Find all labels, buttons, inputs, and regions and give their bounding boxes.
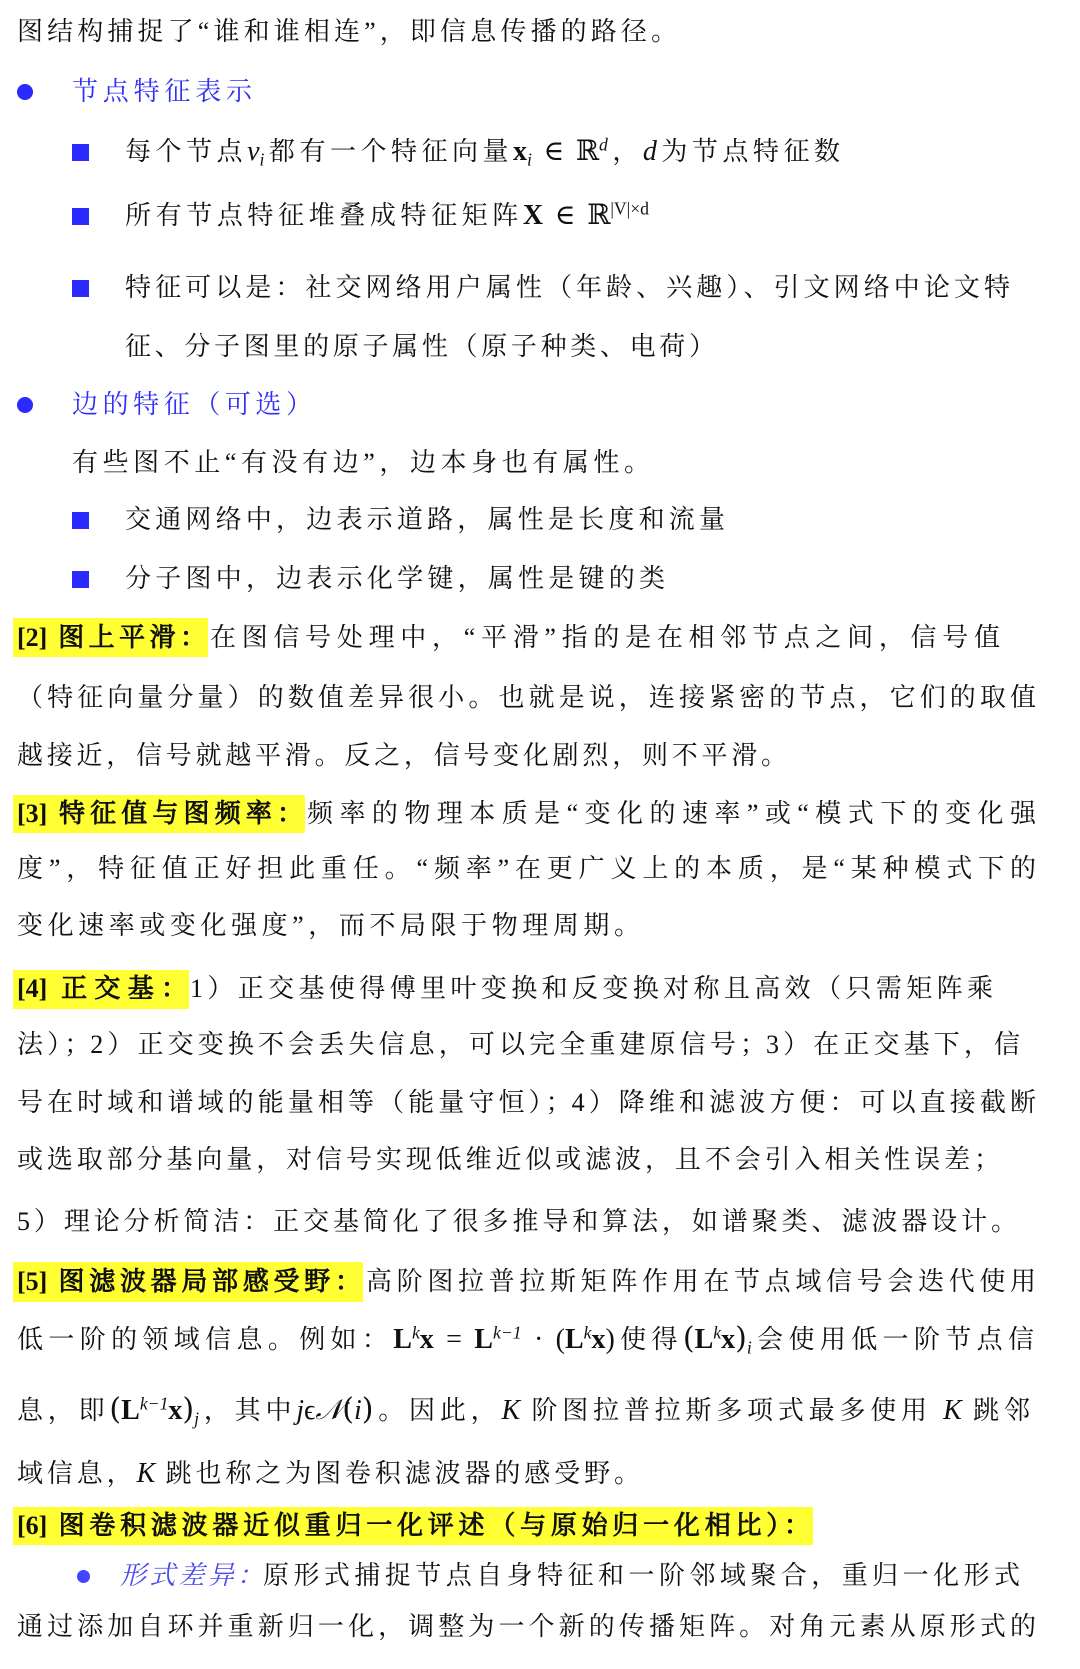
list-item-feature-examples-line-1: 特征可以是：社交网络用户属性（年龄、兴趣）、引文网络中论文特 <box>125 273 1010 302</box>
note-text-line: 通过添加自环并重新归一化，调整为一个新的传播矩阵。对角元素从原形式的 <box>17 1612 1036 1641</box>
list-item-molecular-graph: 分子图中，边表示化学键，属性是键的类 <box>125 564 665 593</box>
math-power: k−1 <box>492 1322 522 1343</box>
note-text-line: 变化速率或变化强度”，而不局限于物理周期。 <box>17 911 640 940</box>
math-signal: x <box>591 1324 606 1355</box>
math-index: j <box>296 1395 305 1426</box>
note-text: 低一阶的领域信息。例如： <box>17 1325 394 1354</box>
math-order: K <box>501 1395 521 1426</box>
math-equals: = <box>433 1324 475 1355</box>
note-text-line-with-formula <box>17 1393 1030 1427</box>
note-text-line: 5）理论分析简洁：正交基简化了很多推导和算法，如谱聚类、滤波器设计。 <box>17 1207 1017 1236</box>
math-signal: x <box>168 1395 183 1426</box>
item-text: 所有节点特征堆叠成特征矩阵 <box>125 201 523 230</box>
bullet-circle-icon <box>77 1570 90 1583</box>
list-item-feature-matrix <box>125 199 649 233</box>
math-laplacian: L <box>564 1324 584 1355</box>
note-text-line: 号在时域和谱域的能量相等（能量守恒）；4）降维和滤波方便：可以直接截断 <box>17 1088 1036 1117</box>
note-text: 阶图拉普拉斯多项式最多使用 <box>520 1396 944 1425</box>
math-laplacian: L <box>474 1324 493 1355</box>
note-text-line-with-formula <box>17 1457 640 1491</box>
math-node-symbol: v <box>247 136 260 167</box>
note-text: 使得 <box>614 1325 683 1354</box>
bullet-square-icon <box>72 208 89 225</box>
bullet-square-icon <box>72 280 89 297</box>
bullet-square-icon <box>72 512 89 529</box>
note-text-line: 原形式捕捉节点自身特征和一阶邻域聚合，重归一化形式 <box>263 1561 1020 1590</box>
math-dimension: d <box>599 134 608 155</box>
list-item-traffic-network: 交通网络中，边表示道路，属性是长度和流量 <box>125 505 725 534</box>
math-close-paren: ) <box>605 1324 615 1355</box>
section-heading-node-features: 节点特征表示 <box>72 77 252 106</box>
math-close-paren: ) <box>182 1392 195 1427</box>
note-text: 。因此， <box>373 1396 502 1425</box>
math-open-paren: ( <box>682 1321 695 1356</box>
note-text: ，其中 <box>199 1396 297 1425</box>
note-text: 域信息， <box>17 1459 137 1488</box>
math-power: k <box>713 1322 722 1343</box>
math-laplacian: L <box>121 1395 140 1426</box>
note-label-smoothness: [2] 图上平滑： <box>17 623 206 652</box>
list-item-feature-examples-line-2: 征、分子图里的原子属性（原子种类、电荷） <box>125 332 715 361</box>
math-close-paren: ) <box>361 1392 374 1427</box>
note-text: 会使用低一阶节点信 <box>751 1325 1034 1354</box>
math-laplacian: L <box>393 1324 412 1355</box>
note-text: 跳也称之为图卷积滤波器的感受野。 <box>155 1459 640 1488</box>
note-label-orthogonal-basis: [4] 正交基： <box>17 974 187 1003</box>
math-node-index: i <box>259 149 265 170</box>
note-text-line-with-formula <box>17 1322 1034 1356</box>
item-punctuation: ， <box>607 137 643 166</box>
note-text-line: 度”，特征值正好担此重任。“频率”在更广义上的本质，是“某种模式下的 <box>17 854 1036 883</box>
math-close-paren: ) <box>735 1321 747 1356</box>
item-text: 每个节点 <box>125 137 248 166</box>
item-text: 为节点特征数 <box>656 137 840 166</box>
list-item-feature-vector <box>125 135 840 169</box>
math-element-of: ϵ <box>304 1395 316 1426</box>
math-open-paren: ( <box>109 1392 122 1427</box>
math-member-of: ∈ ℝ <box>543 200 611 231</box>
note-label-renormalization: [6] 图卷积滤波器近似重归一化评述（与原始归一化相比）： <box>17 1511 810 1540</box>
bullet-square-icon <box>72 144 89 161</box>
note-text: 息，即 <box>17 1396 110 1425</box>
math-vector-symbol: x <box>513 136 528 167</box>
math-laplacian: L <box>694 1324 714 1355</box>
note-text: 跳邻 <box>961 1396 1030 1425</box>
math-index: i <box>353 1395 362 1426</box>
note-label-eigen-frequency: [3] 特征值与图频率： <box>17 799 303 828</box>
note-text-line: 频率的物理本质是“变化的速率”或“模式下的变化强 <box>307 799 1036 828</box>
note-label-receptive-field: [5] 图滤波器局部感受野： <box>17 1267 361 1296</box>
math-vector-index: i <box>527 149 532 170</box>
section-heading-edge-features: 边的特征（可选） <box>72 390 312 419</box>
note-text-line: 1）正交基使得傅里叶变换和反变换对称且高效（只需矩阵乘 <box>190 974 993 1003</box>
math-index: i <box>746 1337 752 1358</box>
bullet-circle-icon <box>17 84 33 100</box>
math-open-paren: ( <box>342 1392 354 1427</box>
math-dimension: |V|×d <box>610 198 649 219</box>
math-index: j <box>194 1408 200 1429</box>
math-dim-symbol: d <box>642 136 657 167</box>
bullet-circle-icon <box>17 397 33 413</box>
math-order: K <box>136 1458 156 1489</box>
bullet-heading-form-difference: 形式差异： <box>120 1561 263 1590</box>
note-text-line: 在图信号处理中，“平滑”指的是在相邻节点之间，信号值 <box>210 623 1000 652</box>
math-member-of: ∈ ℝ <box>531 136 599 167</box>
math-order: K <box>943 1395 962 1426</box>
note-text-line: 或选取部分基向量，对信号实现低维近似或滤波，且不会引入相关性误差； <box>17 1145 1000 1174</box>
math-signal: x <box>419 1324 434 1355</box>
note-text-line: （特征向量分量）的数值差异很小。也就是说，连接紧密的节点，它们的取值 <box>17 683 1036 712</box>
intro-text: 图结构捕捉了“谁和谁相连”，即信息传播的路径。 <box>17 17 677 46</box>
math-neighborhood: 𝒩 <box>315 1393 343 1426</box>
math-power: k <box>411 1322 420 1343</box>
bullet-square-icon <box>72 571 89 588</box>
math-matrix-symbol: X <box>522 200 544 231</box>
item-text: 都有一个特征向量 <box>264 137 514 166</box>
note-text-line: 法）；2）正交变换不会丢失信息，可以完全重建原信号；3）在正交基下，信 <box>17 1030 1020 1059</box>
math-signal: x <box>721 1324 736 1355</box>
math-power: k <box>583 1322 592 1343</box>
edge-features-description: 有些图不止“有没有边”，边本身也有属性。 <box>72 448 650 477</box>
math-power: k−1 <box>139 1393 169 1414</box>
note-text-line: 高阶图拉普拉斯矩阵作用在节点域信号会迭代使用 <box>366 1267 1036 1296</box>
math-cdot-open: · ( <box>521 1324 565 1355</box>
note-text-line: 越接近，信号就越平滑。反之，信号变化剧烈，则不平滑。 <box>17 741 787 770</box>
